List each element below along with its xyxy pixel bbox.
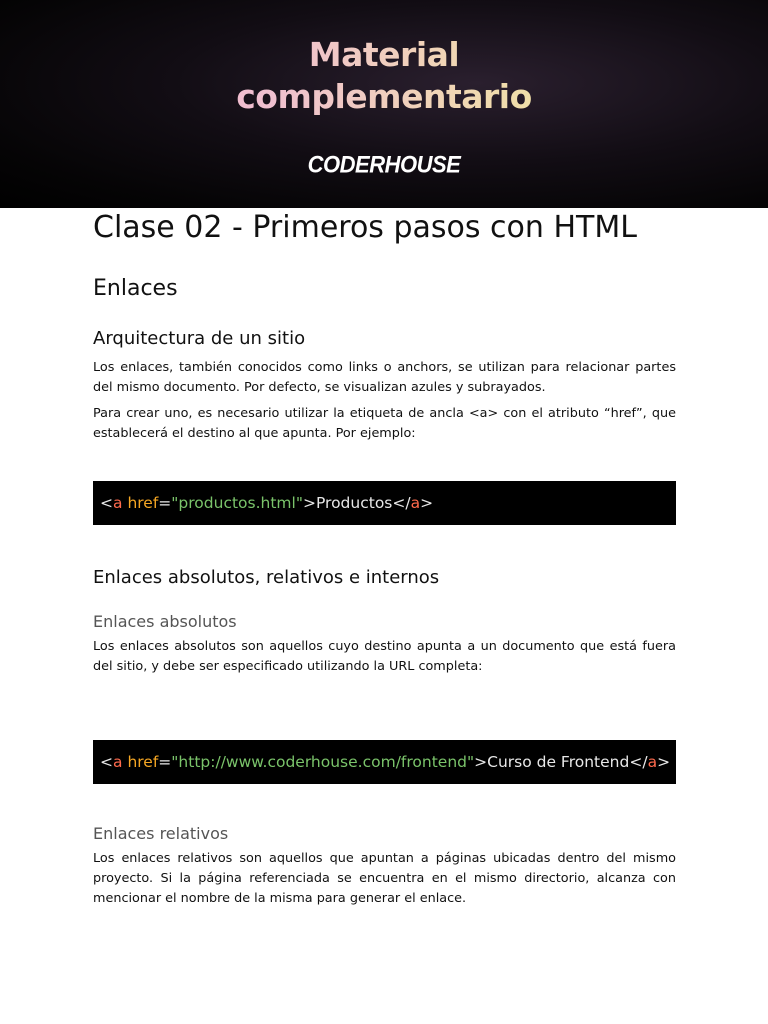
code-attr: href [127,494,159,512]
code-gt: > [302,494,316,512]
page-title: Clase 02 - Primeros pasos con HTML [93,210,637,245]
code-tag: a [113,753,123,771]
code-close-gt: > [420,494,434,512]
coderhouse-logo: CODERHOUSE [307,150,461,179]
header-banner [0,0,768,208]
section-heading: Enlaces [93,276,178,301]
code-close-gt: > [657,753,671,771]
code-eq: = [158,753,172,771]
code-tag: a [113,494,123,512]
code-close-lt: </ [392,494,411,512]
code-value: "http://www.coderhouse.com/frontend" [171,753,475,771]
paragraph-relativos: Los enlaces relativos son aquellos que apuntan a páginas ubicadas dentro del mismo proyecto. Si la página referenciada se encuentra en el mismo directorio, alcanza con mencionar el nombre de la misma para generar el enlace. [93,851,676,906]
code-block-frontend [93,740,676,784]
code-text: Productos [315,494,393,512]
code-value: "productos.html" [171,494,303,512]
code-text: Curso de Frontend [487,753,630,771]
code-close-tag: a [647,753,658,771]
code-close-tag: a [410,494,421,512]
subheading-arquitectura: Arquitectura de un sitio [93,328,306,349]
paragraph-intro: Los enlaces, también conocidos como links o anchors, se utilizan para relacionar partes del mismo documento. Por defecto, se visualizan azules y subrayados. [93,360,676,395]
code-lt: < [100,753,113,771]
code-lt: < [100,494,113,512]
code-eq: = [158,494,172,512]
subheading-absolutos: Enlaces absolutos [93,612,237,631]
paragraph-ancla: Para crear uno, es necesario utilizar la etiqueta de ancla <a> con el atributo “href”, que establecerá el destino al que apunta. Por ejemplo: [93,406,676,441]
banner-title-line2: complementario [0,76,768,118]
subheading-tipos-enlaces: Enlaces absolutos, relativos e internos [93,567,440,588]
code-block-productos [93,481,676,525]
code-gt: > [474,753,488,771]
paragraph-absolutos: Los enlaces absolutos son aquellos cuyo destino apunta a un documento que está fuera del sitio, y debe ser especificado utilizando la URL completa: [93,639,676,674]
subheading-relativos: Enlaces relativos [93,824,229,843]
code-close-lt: </ [629,753,648,771]
banner-title-line1: Material [0,34,768,76]
code-attr: href [127,753,159,771]
